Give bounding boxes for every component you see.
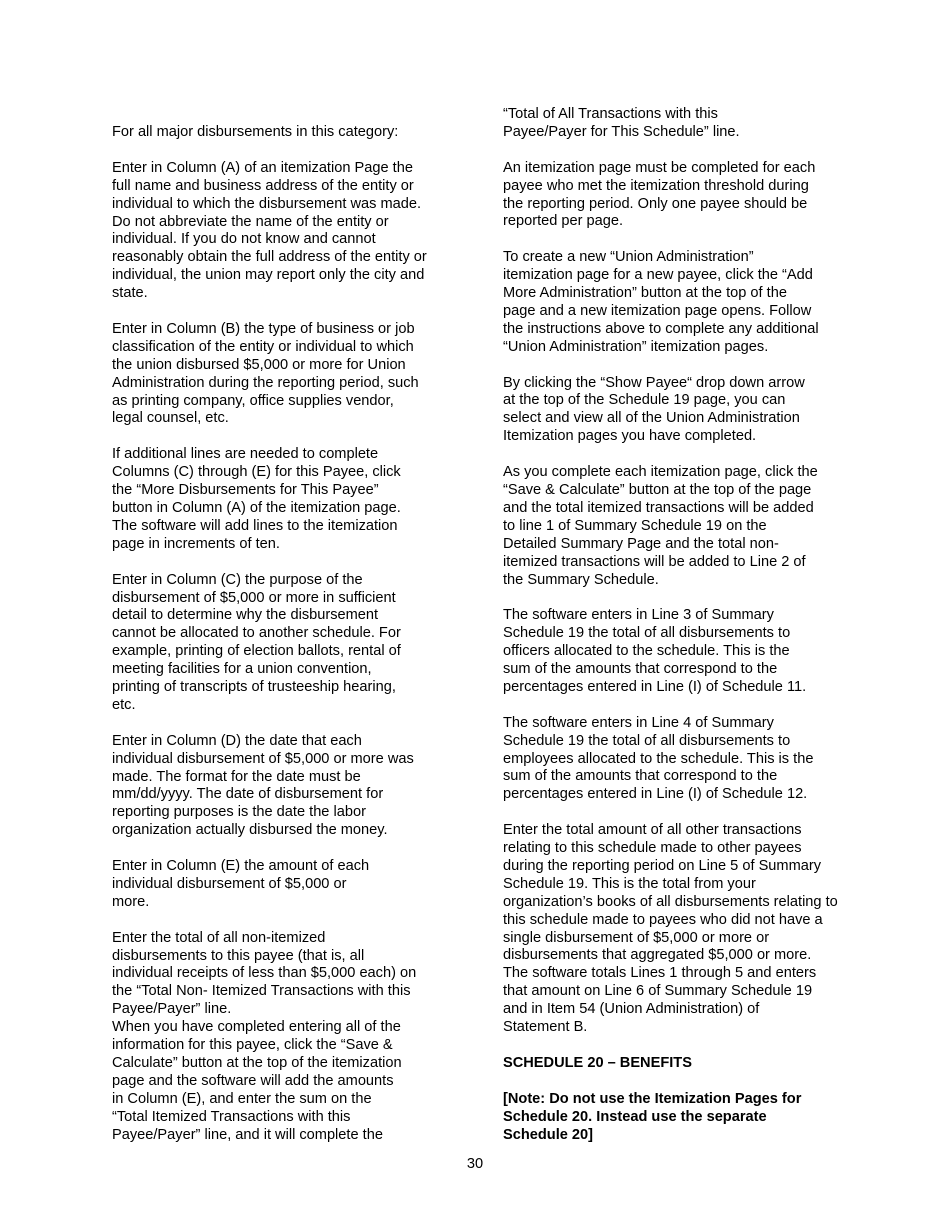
page-number: 30 bbox=[466, 1156, 484, 1172]
non-itemized-paragraph: Enter the total of all non-itemized disbursements to this payee (that is, all individual receipts of less than $5,000 each) on the “Total Non- Itemized Transactions with this Payee/Payer” line. bbox=[112, 929, 417, 1018]
column-a-paragraph: Enter in Column (A) of an itemization Page the full name and business address of the entity or individual to which the disbursement was made. Do not abbreviate the name of the entity or individual. If you do not know and cannot reasonably obtain the full address of the entity or individual, the union may report only the city and state. bbox=[112, 159, 427, 302]
additional-lines-paragraph: If additional lines are needed to complete Columns (C) through (E) for this Payee, click the “More Disbursements for This Payee” button in Column (A) of the itemization page. The software will add lines to the itemization page in increments of ten. bbox=[112, 446, 401, 552]
itemization-threshold-paragraph: An itemization page must be completed for each payee who met the itemization threshold during the reporting period. Only one payee should be reported per page. bbox=[503, 159, 816, 230]
new-itemization-page-paragraph: To create a new “Union Administration” itemization page for a new payee, click the “Add More Administration” button at the top of the page and a new itemization page opens. Follow the instructions above to complete any additional “Union Administration” itemization pages. bbox=[503, 249, 819, 355]
column-b-paragraph: Enter in Column (B) the type of business or job classification of the entity or individual to which the union disbursed $5,000 or more for Union Administration during the reporting period, such as printing company, office supplies vendor, legal counsel, etc. bbox=[112, 320, 419, 427]
right-column bbox=[503, 106, 848, 1144]
save-calculate-paragraph: When you have completed entering all of the information for this payee, click the “Save & Calculate” button at the top of the itemization page and the software will add the amounts in Column (E), and enter the sum on the “Total Itemized Transactions with this Payee/Payer” line, and it will complete the bbox=[112, 1019, 402, 1143]
line-5-paragraph: Enter the total amount of all other transactions relating to this schedule made to other payees during the reporting period on Line 5 of Summary Schedule 19. This is the total from your organization’s books of all disbursements relating to this schedule made to payees who did not have a single disbursement of $5,000 or more or disbursements that aggregated $5,000 or more. The software totals Lines 1 through 5 and enters that amount on Line 6 of Summary Schedule 19 and in Item 54 (Union Administration) of Statement B. bbox=[503, 822, 838, 1036]
left-column bbox=[112, 124, 457, 1145]
schedule-20-note: [Note: Do not use the Itemization Pages for Schedule 20. Instead use the separate Schedule 20] bbox=[503, 1090, 802, 1143]
show-payee-paragraph: By clicking the “Show Payee“ drop down arrow at the top of the Schedule 19 page, you can select and view all of the Union Administration Itemization pages you have completed. bbox=[503, 374, 805, 445]
total-all-transactions-paragraph: “Total of All Transactions with this Payee/Payer for This Schedule” line. bbox=[503, 106, 740, 140]
line-3-paragraph: The software enters in Line 3 of Summary Schedule 19 the total of all disbursements to officers allocated to the schedule. This is the sum of the amounts that correspond to the percentages entered in Line (I) of Schedule 11. bbox=[503, 607, 807, 695]
column-c-paragraph: Enter in Column (C) the purpose of the disbursement of $5,000 or more in sufficient detail to determine why the disbursement cannot be allocated to another schedule. For example, printing of election ballots, rental of meeting facilities for a union convention, printing of transcripts of trusteeship hearing, etc. bbox=[112, 571, 401, 713]
save-calculate-summary-paragraph: As you complete each itemization page, click the “Save & Calculate” button at the top of the page and the total itemized transactions will be added to line 1 of Summary Schedule 19 on the Detailed Summary Page and the total non- itemized transactions will be added to Line 2 of the Summary Schedule. bbox=[503, 464, 818, 588]
line-4-paragraph: The software enters in Line 4 of Summary Schedule 19 the total of all disbursements to employees allocated to the schedule. This is the sum of the amounts that correspond to the percentages entered in Line (I) of Schedule 12. bbox=[503, 714, 814, 803]
column-e-paragraph: Enter in Column (E) the amount of each individual disbursement of $5,000 or more. bbox=[112, 858, 370, 910]
schedule-20-heading: SCHEDULE 20 – BENEFITS bbox=[503, 1054, 692, 1071]
column-d-paragraph: Enter in Column (D) the date that each individual disbursement of $5,000 or more was made. The format for the date must be mm/dd/yyyy. The date of disbursement for reporting purposes is the date the labor organization actually disbursed the money. bbox=[112, 732, 414, 839]
intro-paragraph: For all major disbursements in this category: bbox=[112, 124, 399, 140]
